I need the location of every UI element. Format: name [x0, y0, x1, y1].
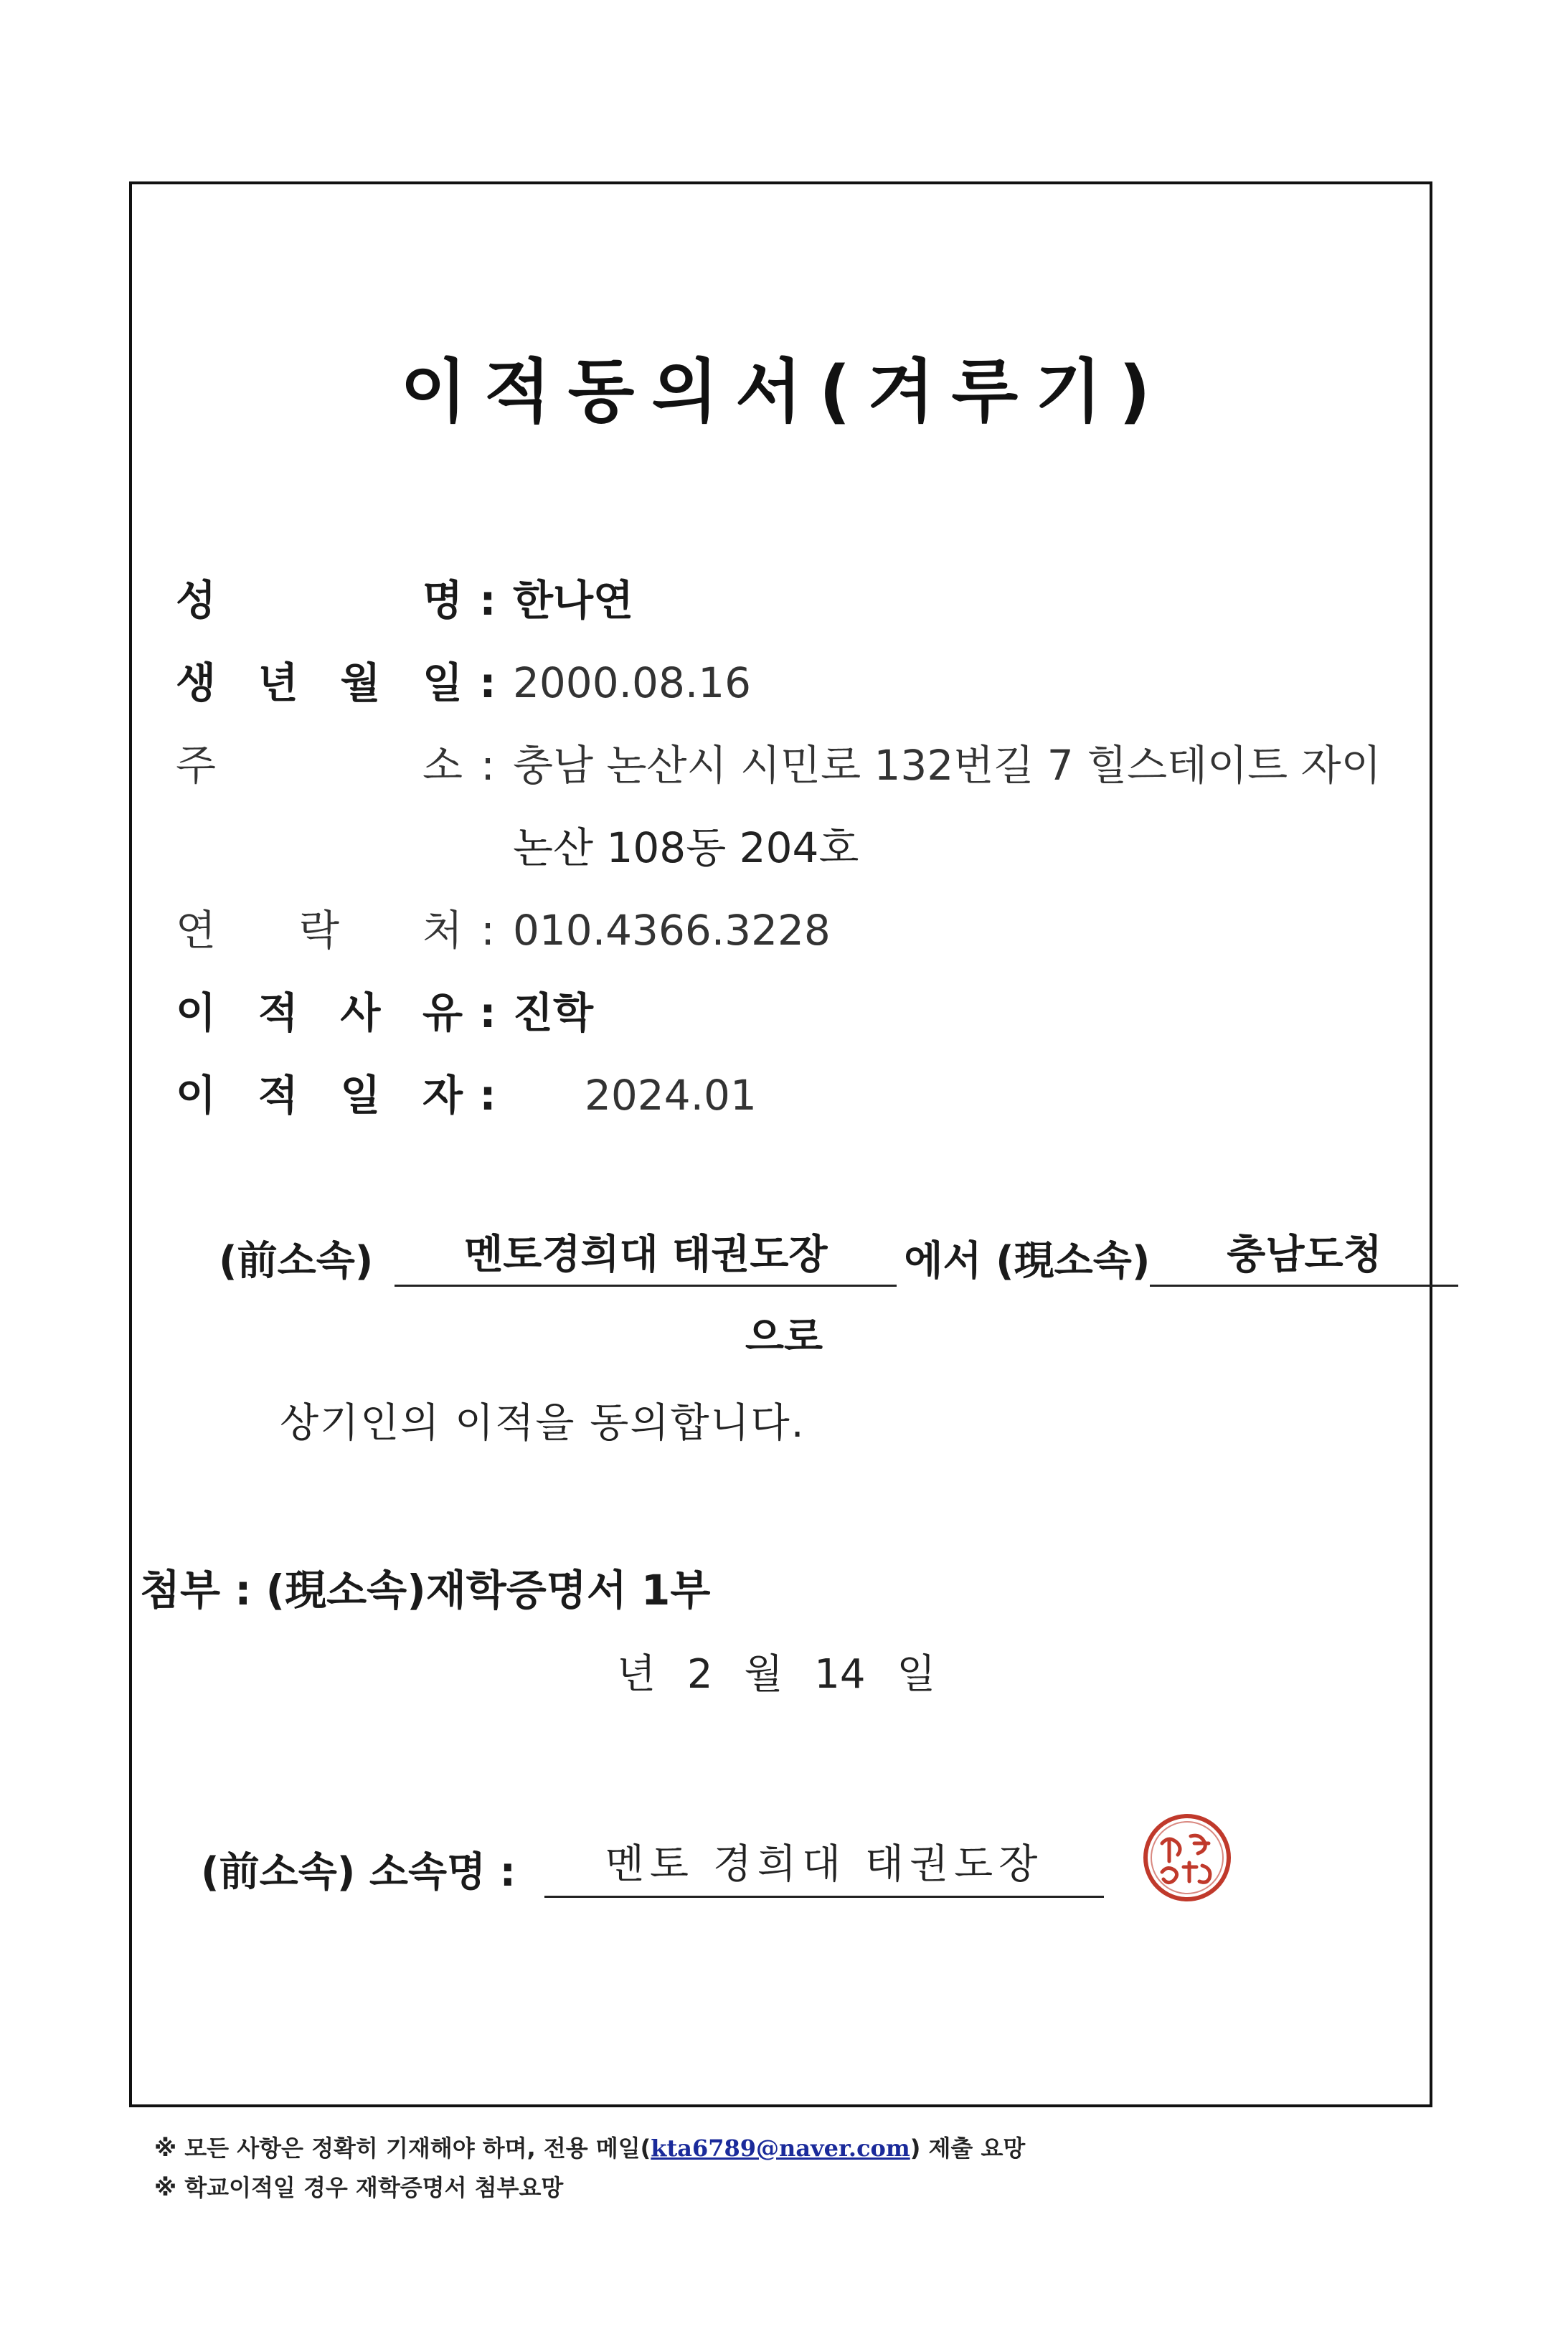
birth-row	[176, 649, 751, 709]
colon: :	[479, 988, 496, 1037]
name-row	[176, 567, 633, 627]
transfer-sentence	[219, 1223, 1458, 1287]
seal-stamp-icon	[1140, 1811, 1234, 1904]
reason-row	[176, 979, 593, 1039]
colon: :	[481, 741, 495, 790]
document-frame	[129, 181, 1432, 2107]
contact-row	[176, 897, 831, 957]
colon: :	[481, 906, 495, 955]
name-value: 한나연	[513, 576, 634, 625]
prev-affiliation-value: 멘토경희대 태권도장	[395, 1223, 897, 1287]
signature-value: 멘토 경희대 태권도장	[544, 1833, 1104, 1898]
sign-date: 년 2 월 14 일	[617, 1651, 936, 1698]
transfer-date-label: 이 적 일 자	[176, 1071, 463, 1120]
contact-value: 010.4366.3228	[513, 906, 831, 955]
colon: :	[479, 576, 496, 625]
note-line-1: ※ 모든 사항은 정확히 기재해야 하며, 전용 메일(kta6789@naver.com) 제출 요망	[154, 2135, 1026, 2162]
reason-value: 진학	[513, 988, 594, 1037]
signature-row	[201, 1833, 1104, 1898]
date-row	[176, 1062, 757, 1122]
address-value-line1: 충남 논산시 시민로 132번길 7 힐스테이트 자이	[513, 741, 1382, 790]
signature-label: (前소속) 소속명 :	[201, 1849, 516, 1896]
contact-label: 연 락 처	[176, 906, 463, 955]
current-affiliation-value: 충남도청	[1150, 1223, 1458, 1287]
colon: :	[479, 658, 496, 707]
attachment-line: 첨부 : (現소속)재학증명서 1부	[140, 1566, 711, 1615]
email-link[interactable]: kta6789@naver.com	[651, 2135, 910, 2162]
name-label: 성 명	[176, 576, 463, 625]
document-title: 이적동의서(겨루기)	[400, 351, 1168, 432]
note-line-2: ※ 학교이적일 경우 재학증명서 첨부요망	[154, 2174, 564, 2201]
birth-value: 2000.08.16	[513, 658, 752, 707]
colon: :	[479, 1071, 496, 1120]
transfer-middle-text: 에서 (現소속)	[904, 1238, 1151, 1285]
birth-label: 생 년 월 일	[176, 658, 463, 707]
prev-affiliation-label: (前소속)	[219, 1238, 374, 1285]
reason-label: 이 적 사 유	[176, 988, 463, 1037]
address-row	[176, 732, 1382, 792]
transfer-date-value: 2024.01	[585, 1071, 757, 1120]
address-label: 주 소	[176, 741, 463, 790]
address-value-line2: 논산 108동 204호	[513, 823, 859, 872]
consent-text: 상기인의 이적을 동의합니다.	[280, 1400, 806, 1447]
transfer-suffix: 으로	[745, 1314, 823, 1361]
